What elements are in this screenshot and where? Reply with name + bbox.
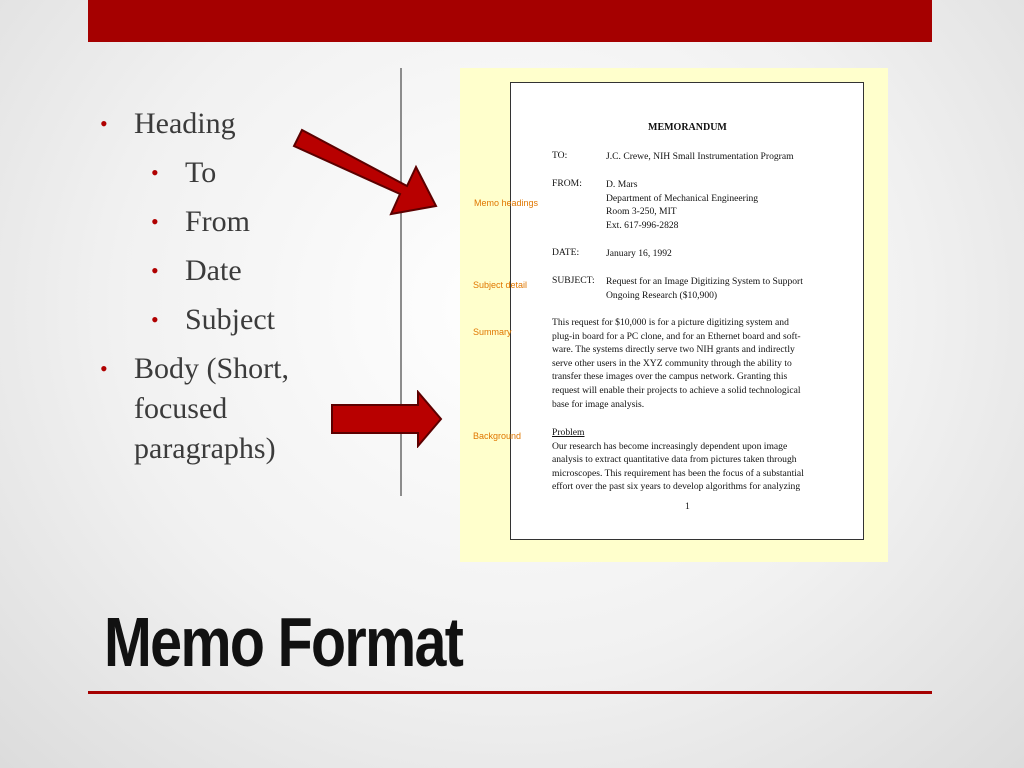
bullet-dot: • [100,356,108,381]
bullet-dot: • [151,307,159,332]
memo-problem-section: Problem Our research has become increasingly dependent upon image analysis to extract quantitative data from pictures taken through microscopes. This requirement has been the focus of a substantial effort over the past six years to develop algorithms for analyzing [552,427,804,493]
bullet-from: • From [147,202,376,242]
bullet-subject: • Subject [147,300,376,340]
slide-title: Memo Format [104,603,463,681]
bullet-dot: • [151,258,159,283]
label-summary: Summary [473,327,512,337]
memo-to-label: TO: [552,150,568,161]
memo-from-value: D. Mars Department of Mechanical Engineering Room 3-250, MIT Ext. 617-996-2828 [606,179,759,231]
right-arrow-icon [292,126,442,220]
memo-subject-value: Request for an Image Digitizing System to Support Ongoing Research ($10,900) [606,276,803,301]
memo-to-value: J.C. Crewe, NIH Small Instrumentation Program [606,151,794,162]
memo-problem-heading: Problem [552,427,585,438]
memo-from-label: FROM: [552,178,582,189]
bullet-date: • Date [147,251,376,291]
bottom-accent-rule [88,691,932,694]
label-subject-detail: Subject detail [473,280,528,290]
top-accent-bar [88,0,932,42]
label-memo-headings: Memo headings [474,198,539,208]
memo-subject-label: SUBJECT: [552,275,595,286]
bullet-dot: • [151,160,159,185]
right-arrow-icon [328,390,444,448]
bullet-dot: • [100,111,108,136]
memo-date-label: DATE: [552,247,580,258]
memo-title: MEMORANDUM [648,122,727,133]
bullet-dot: • [151,209,159,234]
bullet-body: • Body (Short, focused paragraphs) [96,349,376,469]
bullet-to: • To [147,153,376,193]
memo-date-value: January 16, 1992 [606,248,672,259]
bullet-heading: • Heading [96,104,376,144]
memo-summary-paragraph: This request for $10,000 is for a picture digitizing system and plug-in board for a PC clone, and for an Ethernet board and soft- ware. The systems directly serve two NIH grants and indirectly serve other users in the XYZ community through the ability to transfer these images over the campus network. Granting this request will enable their projects to achieve a solid technological base for image analysis. [552,317,801,410]
memo-page-number: 1 [685,501,690,512]
label-background: Background [473,431,522,441]
